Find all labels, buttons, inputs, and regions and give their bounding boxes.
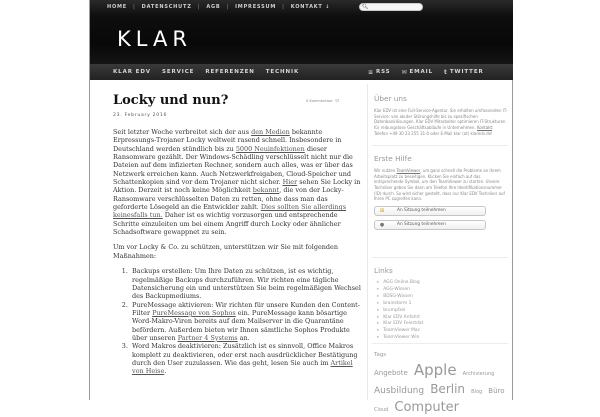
site-logo[interactable]: KLAR	[117, 27, 192, 51]
post-date: 23. February 2016	[113, 113, 168, 118]
about-text	[374, 108, 508, 136]
help-text	[374, 168, 508, 202]
text: Klar EDV ist eine Full-Service-Agentur. Sie erhalten umfassenden IT-Service: von akuter Störungshilfe bis zu spezifischen Datenbanklösungen. Klar EDV Mitarbeiter optimieren IT-Strukturen für reibungslose Geschäftsabläufe in Unternehmen.	[374, 108, 508, 130]
tag-cloud	[374, 363, 508, 417]
teamviewer-windows-button[interactable]	[374, 206, 486, 216]
main-nav	[90, 64, 513, 80]
widget-title: Links	[374, 266, 393, 275]
link-item[interactable]: ▸ Klar EDV Anfahrt	[377, 314, 421, 320]
tag-link[interactable]: Berlin	[430, 382, 466, 396]
text: sehen Sie Locky in Aktion. Derzeit ist noch keine Möglichkeit	[113, 178, 361, 195]
column-divider	[367, 84, 368, 400]
nav-referenzen[interactable]: REFERENZEN	[205, 69, 255, 75]
widget-title: Über uns	[374, 94, 407, 103]
link-item[interactable]: ▸ TeamViewer Win	[377, 335, 420, 341]
top-nav-home[interactable]: HOME	[107, 4, 128, 10]
widget-about	[372, 86, 508, 146]
post-body	[113, 128, 361, 376]
measures-list	[130, 267, 361, 375]
link-item[interactable]: ▸ AGG-Wissen	[377, 286, 410, 292]
widget-tags	[372, 344, 508, 414]
link-neuinfektionen[interactable]: 5000 Neuinfektionen	[235, 144, 305, 153]
sidebar	[372, 86, 508, 414]
top-nav-agb[interactable]: AGB	[206, 4, 221, 10]
link-item[interactable]: ▸ AGG Online Blog	[377, 280, 420, 285]
separator: |	[197, 4, 201, 10]
nav-technik[interactable]: TECHNIK	[265, 69, 300, 75]
nav-email[interactable]	[402, 69, 433, 76]
top-nav-datenschutz[interactable]: DATENSCHUTZ	[141, 4, 192, 10]
text: dieser Ransomware gezählt. Der Windows-Schädling verschlüsselt nicht nur die Dateien auf dem infizierten Rechner, sondern auch alles, was er über das Netzwerk erreichen kann. Auch Netzwerkfreigaben, Cloud-Speicher und Schattenkopien sind vor dem Trojaner nicht sicher.	[113, 144, 353, 187]
link-item[interactable]: ▸ brainstorm 1	[377, 300, 412, 306]
link-artikel-von-heise[interactable]: Artikel von Heise	[132, 358, 353, 376]
comments-count: 0 Kommentare	[306, 99, 333, 103]
widget-links	[372, 258, 508, 344]
tag-link[interactable]: Angebote	[374, 369, 408, 377]
mail-icon: ✉	[401, 68, 408, 76]
tag-link[interactable]: Cloud	[374, 407, 389, 413]
tag-link[interactable]: Archivierung	[462, 371, 495, 377]
nav-twitter-label: TWITTER	[449, 69, 484, 75]
link-den-medien[interactable]: den Medien	[251, 128, 290, 136]
widget-title: Erste Hilfe	[374, 154, 412, 163]
links-list	[374, 280, 508, 342]
top-nav-kontakt[interactable]: KONTAKT ↓	[290, 4, 331, 10]
text: ein. PureMessage kann bösartige Word-Makro-Viren bereits auf dem Mailserver in die Quarantäne befördern. Außerdem bieten wir Ihnen sämtliche Sophos Produkte über unseren	[132, 308, 350, 342]
link-item[interactable]: ▸ brumpfzel	[377, 307, 406, 313]
site-header	[90, 0, 513, 80]
nav-klar-edv[interactable]: KLAR EDV	[113, 69, 151, 75]
list-item	[130, 301, 361, 343]
top-nav-impressum[interactable]: IMPRESSUM	[235, 4, 277, 10]
text: .	[164, 367, 167, 376]
comment-bubble-icon: 💬︎	[334, 98, 340, 103]
nav-rss[interactable]	[368, 69, 391, 76]
link-puremessage[interactable]: PureMessage von Sophos	[152, 308, 236, 317]
button-label: An Sitzung teilnehmen	[397, 208, 446, 214]
paragraph: Um vor Locky & Co. zu schützen, unterstützen wir Sie mit folgenden Maßnahmen:	[113, 243, 338, 260]
link-item[interactable]: ▸ BDSG-Wissen	[377, 293, 413, 299]
tag-link[interactable]: Büro	[488, 387, 505, 395]
text: Wir nutzen	[374, 168, 397, 173]
text: , die von der Locky-Ransomware verschlüsselten Daten zu retten, ohne dass man das geforderte Lösegeld an die Entwickler zahlt.	[113, 186, 344, 212]
text: , um ganz schnell die Probleme an Ihrem Arbeitsplatz zu beseitigen. Klicken Sie einfach auf das entsprechende Symbol, um den TeamViewer zu starten. Unsere Techniker geben Sie dann am Telefon Ihre Identifikationsnummer (ID) durch. So wird sicher gestellt, dass nur Klar EDV Techniker auf Ihren PC zugreifen kann.	[374, 168, 505, 202]
text: Word Makros deaktivieren: Zusätzlich ist es sinnvoll, Office Makros komplett zu deaktivieren, oder erst nach ausdrücklicher Bestätigung durch den User zuzulassen. Wie das geht, lesen Sie auch im	[132, 342, 358, 367]
windows-icon: ⊞	[379, 207, 385, 214]
comments-link[interactable]	[306, 98, 340, 103]
twitter-icon: t	[444, 68, 448, 76]
nav-email-label: EMAIL	[409, 69, 434, 75]
link-partner-4-systems[interactable]: Partner 4 Systems	[177, 333, 238, 342]
widget-title: Tags	[374, 352, 387, 358]
text: Seit letzter Woche verbreitet sich der aus	[113, 128, 252, 136]
widget-help	[372, 146, 508, 258]
nav-rss-label: RSS	[375, 69, 391, 75]
text: PureMessage aktivieren: Wir richten für unsere Kunden den Content-Filter	[132, 300, 360, 317]
post-title[interactable]: Locky und nun?	[113, 93, 229, 108]
apple-icon: ●	[379, 221, 385, 228]
link-dies-sollten-sie[interactable]: Dies sollten Sie allerdings keinesfalls tun.	[113, 203, 347, 220]
text: Daher ist es wichtig vorzusorgen und entsprechende Schritte einzuleiten um bei einem Angriff durch Locky oder ähnlicher Schadsoftware gewappnet zu sein.	[113, 211, 341, 237]
nav-service[interactable]: SERVICE	[161, 69, 195, 75]
search-icon: 🔍︎	[362, 4, 369, 10]
link-teamviewer[interactable]: TeamViewer	[396, 168, 421, 173]
top-nav	[104, 2, 333, 12]
paragraph	[113, 128, 361, 236]
text: bekannte Erpressungs-Trojaner Locky weltweit rasend schnell. Insbesondere in Deutschland werden stündlich bis zu	[113, 128, 342, 153]
teamviewer-mac-button[interactable]	[374, 220, 486, 230]
link-bekannt[interactable]: bekannt	[252, 186, 280, 195]
separator: |	[282, 4, 285, 10]
list-item	[130, 342, 361, 375]
button-label: An Sitzung teilnehmen	[397, 222, 446, 228]
tag-link[interactable]: Ausbildung	[374, 386, 425, 396]
link-item[interactable]: ▸ TeamViewer Mac	[377, 328, 421, 334]
tag-link[interactable]: Blog	[471, 389, 483, 395]
page-container	[89, 0, 513, 415]
text: an.	[237, 333, 250, 342]
rss-icon: ≡	[368, 68, 374, 76]
search-input[interactable]	[359, 3, 423, 11]
list-item: 1. Backups erstellen: Um Ihre Daten zu schützen, ist es wichtig, regelmäßige Backups durchzuführen. Wir richten eine tägliche Datensicherung ein und unterstützen Sie beim regelmäßigen Wechsel des Backupmediums.	[130, 267, 361, 300]
tag-link[interactable]: Computer	[394, 400, 460, 415]
link-hier[interactable]: Hier	[282, 178, 298, 187]
tag-link[interactable]: Apple	[413, 361, 457, 379]
separator: |	[226, 4, 230, 10]
text: : Telefon +49 30 23 255 31-0 oder E-Mail klar (at) klaredv.de!	[374, 124, 494, 136]
link-kontakt[interactable]: Kontakt	[476, 124, 493, 130]
link-item[interactable]: ▸ Klar EDV Feiertdat	[377, 321, 424, 327]
nav-twitter[interactable]	[444, 69, 484, 76]
separator: |	[133, 4, 136, 10]
